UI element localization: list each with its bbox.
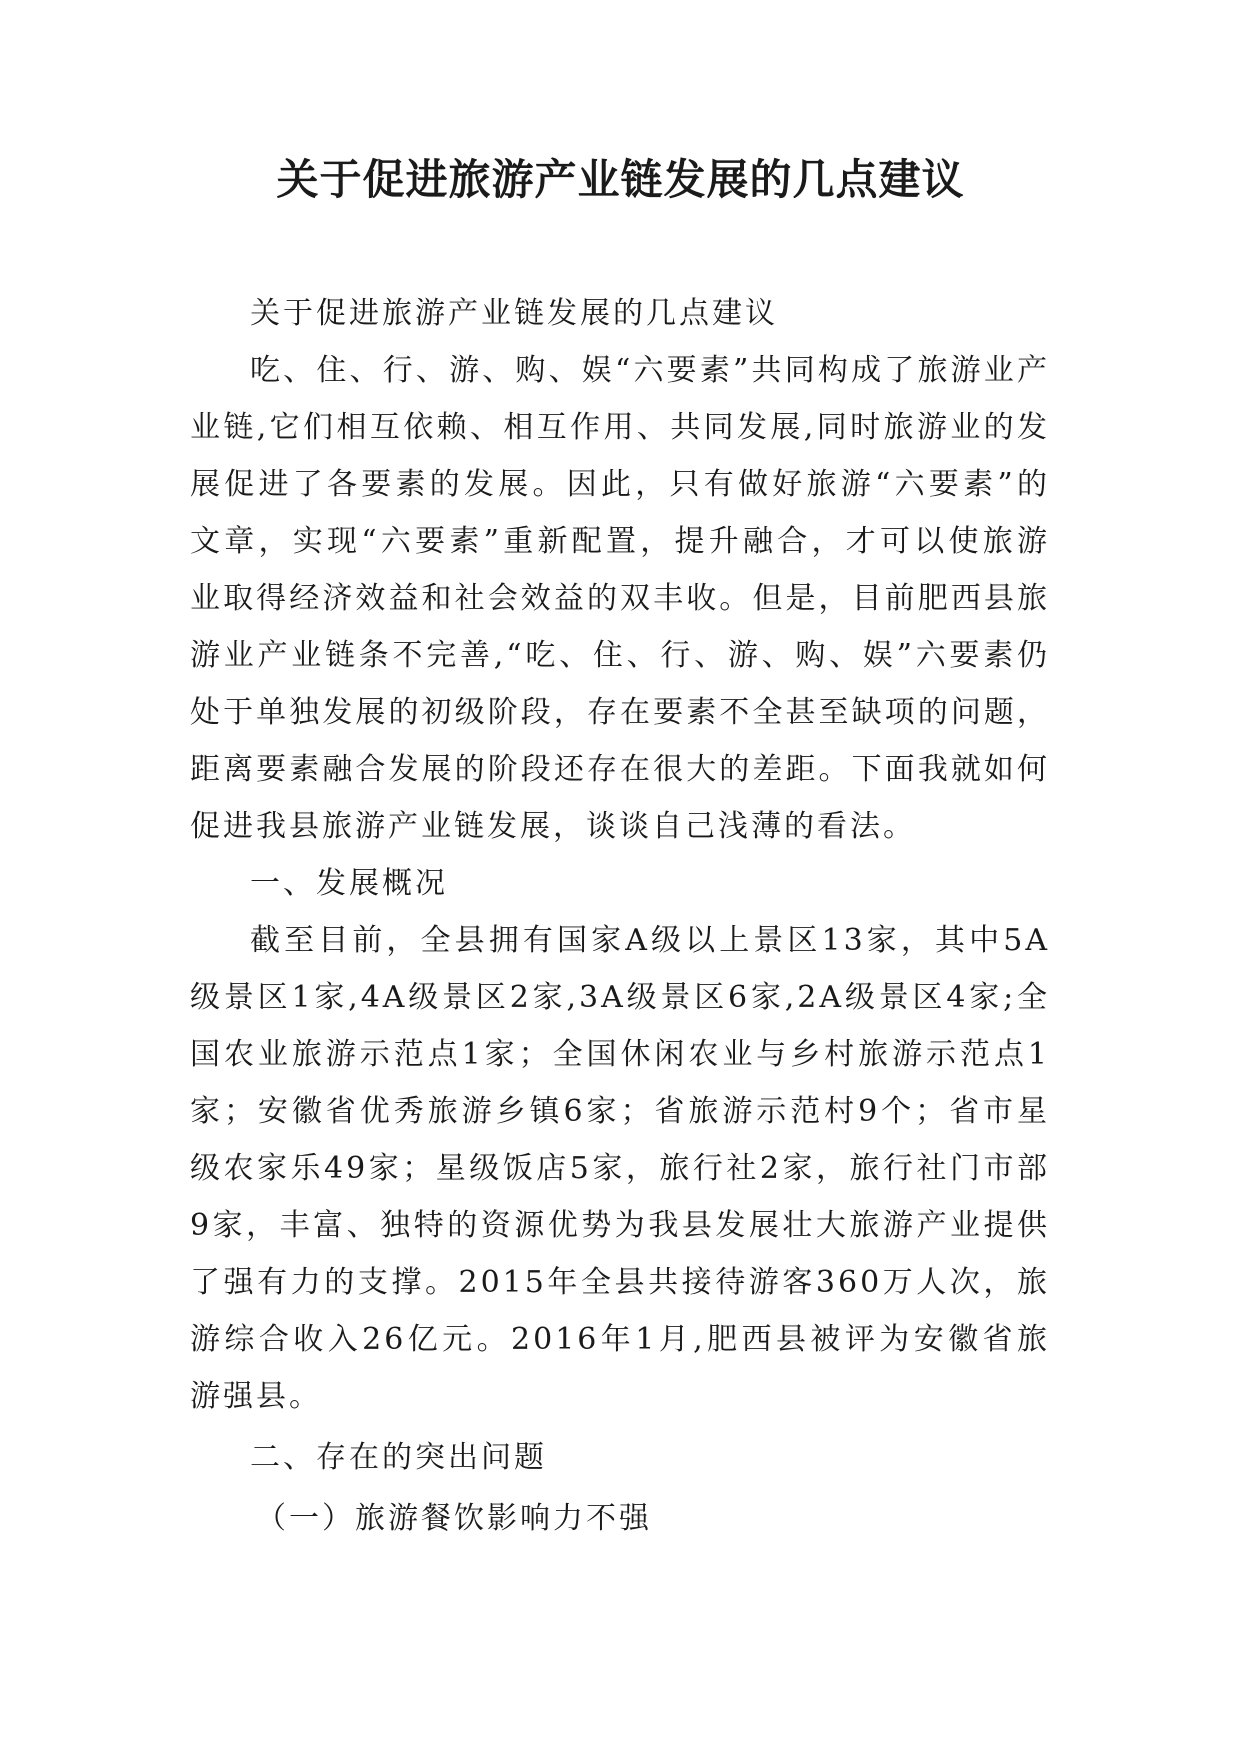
overview-paragraph: 截至目前，全县拥有国家A级以上景区13家，其中5A级景区1家,4A级景区2家,3A级景区6家,2A级景区4家;全国农业旅游示范点1家；全国休闲农业与乡村旅游示范点1家；安徽省优秀旅游乡镇6家；省旅游示范村9个；省市星级农家乐49家；星级饭店5家，旅行社2家，旅行社门市部9家，丰富、独特的资源优势为我县发展壮大旅游产业提供了强有力的支撑。2015年全县共接待游客360万人次，旅游综合收入26亿元。2016年1月,肥西县被评为安徽省旅游强县。 (190, 923, 1050, 1414)
body-subtitle: 关于促进旅游产业链发展的几点建议 (250, 296, 778, 331)
document-body (190, 285, 1050, 1547)
intro-paragraph: 吃、住、行、游、购、娱“六要素”共同构成了旅游业产业链,它们相互依赖、相互作用、共同发展,同时旅游业的发展促进了各要素的发展。因此，只有做好旅游“六要素”的文章，实现“六要素”重新配置，提升融合，才可以使旅游业取得经济效益和社会效益的双丰收。但是，目前肥西县旅游业产业链条不完善,“吃、住、行、游、购、娱”六要素仍处于单独发展的初级阶段，存在要素不全甚至缺项的问题，距离要素融合发展的阶段还存在很大的差距。下面我就如何促进我县旅游产业链发展，谈谈自己浅薄的看法。 (190, 353, 1050, 844)
document-title: 关于促进旅游产业链发展的几点建议 (276, 155, 965, 204)
section-heading-problems: 二、存在的突出问题 (250, 1440, 547, 1475)
section-heading-overview: 一、发展概况 (250, 866, 448, 901)
subsection-heading-catering: （一）旅游餐饮影响力不强 (256, 1501, 652, 1536)
